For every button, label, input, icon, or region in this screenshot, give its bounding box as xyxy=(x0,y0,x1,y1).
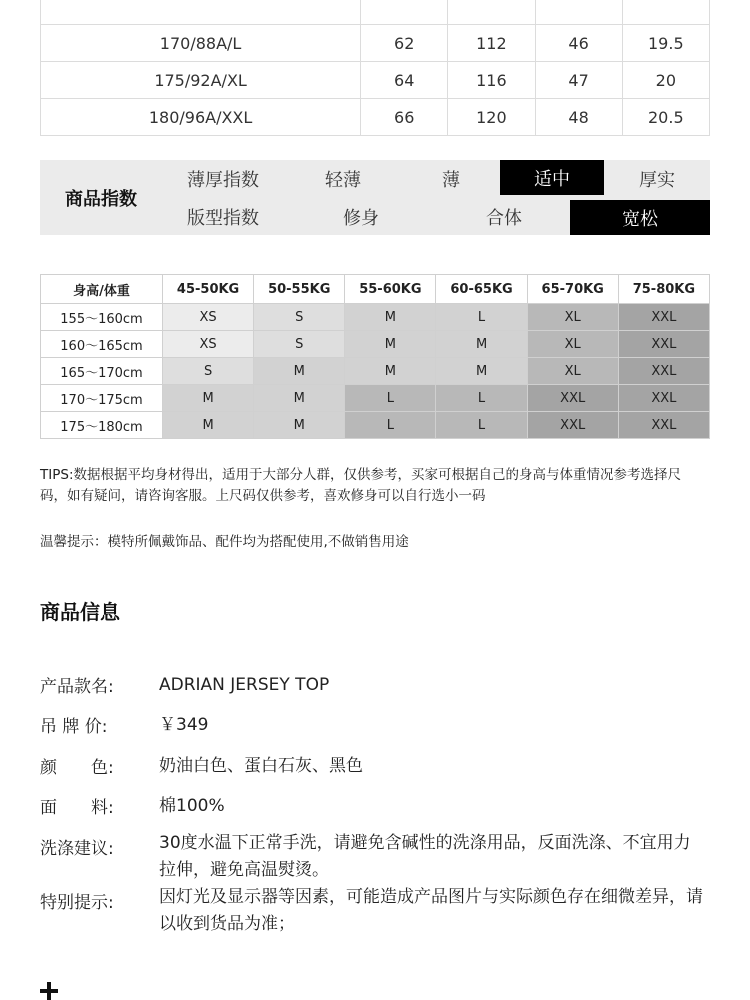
height-cell: 175～180cm xyxy=(41,412,163,439)
size-cell: XXL xyxy=(527,385,618,412)
weight-header: 45-50KG xyxy=(163,275,254,304)
size-cell: M xyxy=(254,358,345,385)
accessory-notice: 温馨提示：模特所佩戴饰品、配件均为搭配使用,不做销售用途 xyxy=(40,534,409,550)
table-row xyxy=(41,0,710,25)
wash-value: 30度水温下正常手洗，请避免含碱性的洗涤用品，反面洗涤、不宜用力拉伸，避免高温熨烫。 xyxy=(159,833,691,880)
table-row xyxy=(41,385,710,412)
thickness-option-light: 轻薄 xyxy=(325,170,361,191)
height-weight-chart xyxy=(40,274,710,439)
thickness-option-thin: 薄 xyxy=(442,170,460,191)
size-cell: M xyxy=(345,331,436,358)
size-cell: L xyxy=(436,304,527,331)
table-row xyxy=(41,25,710,62)
table-cell: 46 xyxy=(535,25,622,62)
table-cell: 170/88A/L xyxy=(41,25,361,62)
table-cell: 19.5 xyxy=(622,25,709,62)
size-cell: XXL xyxy=(618,412,709,439)
size-cell: XXL xyxy=(527,412,618,439)
table-cell: 66 xyxy=(361,99,448,136)
size-cell: M xyxy=(163,412,254,439)
table-row xyxy=(41,358,710,385)
fit-option-slim: 修身 xyxy=(343,208,379,229)
table-cell: 175/92A/XL xyxy=(41,62,361,99)
corner-header: 身高/体重 xyxy=(41,275,163,304)
product-info-heading: 商品信息 xyxy=(40,600,120,624)
size-cell: XL xyxy=(527,331,618,358)
thickness-option-medium: 适中 xyxy=(500,160,604,195)
size-cell: M xyxy=(436,331,527,358)
size-tips xyxy=(40,465,710,507)
size-cell: XXL xyxy=(618,331,709,358)
table-cell xyxy=(41,0,361,25)
name-label: 产品款名: xyxy=(40,677,114,697)
size-cell: L xyxy=(345,412,436,439)
table-cell: 64 xyxy=(361,62,448,99)
size-cell: M xyxy=(345,304,436,331)
size-cell: XS xyxy=(163,304,254,331)
wash-label: 洗涤建议: xyxy=(40,839,114,859)
table-row xyxy=(41,62,710,99)
thickness-option-thick: 厚实 xyxy=(639,170,675,191)
table-cell: 47 xyxy=(535,62,622,99)
material-value: 棉100% xyxy=(159,796,225,816)
size-cell: S xyxy=(163,358,254,385)
material-label: 面 料: xyxy=(40,798,114,818)
weight-header: 55-60KG xyxy=(345,275,436,304)
size-cell: M xyxy=(254,385,345,412)
table-row xyxy=(41,99,710,136)
size-cell: XS xyxy=(163,331,254,358)
fit-option-regular: 合体 xyxy=(486,208,522,229)
size-cell: S xyxy=(254,331,345,358)
product-index xyxy=(40,160,710,235)
table-cell xyxy=(535,0,622,25)
weight-header: 75-80KG xyxy=(618,275,709,304)
height-cell: 165～170cm xyxy=(41,358,163,385)
size-table xyxy=(40,0,710,136)
name-value: ADRIAN JERSEY TOP xyxy=(159,675,330,695)
table-cell: 48 xyxy=(535,99,622,136)
table-cell: 120 xyxy=(448,99,535,136)
color-label: 颜 色: xyxy=(40,758,114,778)
table-cell xyxy=(361,0,448,25)
size-cell: XL xyxy=(527,304,618,331)
fit-option-loose: 宽松 xyxy=(570,200,710,235)
tips-line-2: 码，如有疑问，请咨询客服。上尺码仅供参考，喜欢修身可以自行选小一码 xyxy=(40,488,486,504)
table-row xyxy=(41,304,710,331)
weight-header: 50-55KG xyxy=(254,275,345,304)
index-title: 商品指数 xyxy=(65,188,137,210)
plus-icon xyxy=(40,982,58,1000)
size-cell: XXL xyxy=(618,385,709,412)
size-cell: M xyxy=(436,358,527,385)
table-cell: 20 xyxy=(622,62,709,99)
weight-header: 65-70KG xyxy=(527,275,618,304)
special-label: 特别提示: xyxy=(40,893,114,913)
size-cell: L xyxy=(345,385,436,412)
size-cell: M xyxy=(345,358,436,385)
size-cell: S xyxy=(254,304,345,331)
table-cell: 112 xyxy=(448,25,535,62)
fit-index-label: 版型指数 xyxy=(187,208,259,229)
size-cell: XXL xyxy=(618,304,709,331)
color-value: 奶油白色、蛋白石灰、黑色 xyxy=(159,756,363,776)
size-cell: M xyxy=(254,412,345,439)
table-header-row xyxy=(41,275,710,304)
size-cell: L xyxy=(436,412,527,439)
height-cell: 170～175cm xyxy=(41,385,163,412)
table-cell: 180/96A/XXL xyxy=(41,99,361,136)
weight-header: 60-65KG xyxy=(436,275,527,304)
thickness-index-label: 薄厚指数 xyxy=(187,170,259,191)
height-cell: 160～165cm xyxy=(41,331,163,358)
size-cell: XXL xyxy=(618,358,709,385)
size-cell: M xyxy=(163,385,254,412)
height-cell: 155～160cm xyxy=(41,304,163,331)
size-cell: XL xyxy=(527,358,618,385)
table-cell: 116 xyxy=(448,62,535,99)
price-label: 吊 牌 价: xyxy=(40,717,108,737)
table-row xyxy=(41,331,710,358)
table-cell: 62 xyxy=(361,25,448,62)
table-cell xyxy=(622,0,709,25)
size-cell: L xyxy=(436,385,527,412)
table-cell xyxy=(448,0,535,25)
table-row xyxy=(41,412,710,439)
tips-line-1: TIPS:数据根据平均身材得出，适用于大部分人群，仅供参考，买家可根据自己的身高与体重情况参考选择尺 xyxy=(40,467,681,483)
special-value: 因灯光及显示器等因素，可能造成产品图片与实际颜色存在细微差异，请以收到货品为准； xyxy=(159,887,703,934)
price-value: ￥349 xyxy=(159,715,209,735)
table-cell: 20.5 xyxy=(622,99,709,136)
